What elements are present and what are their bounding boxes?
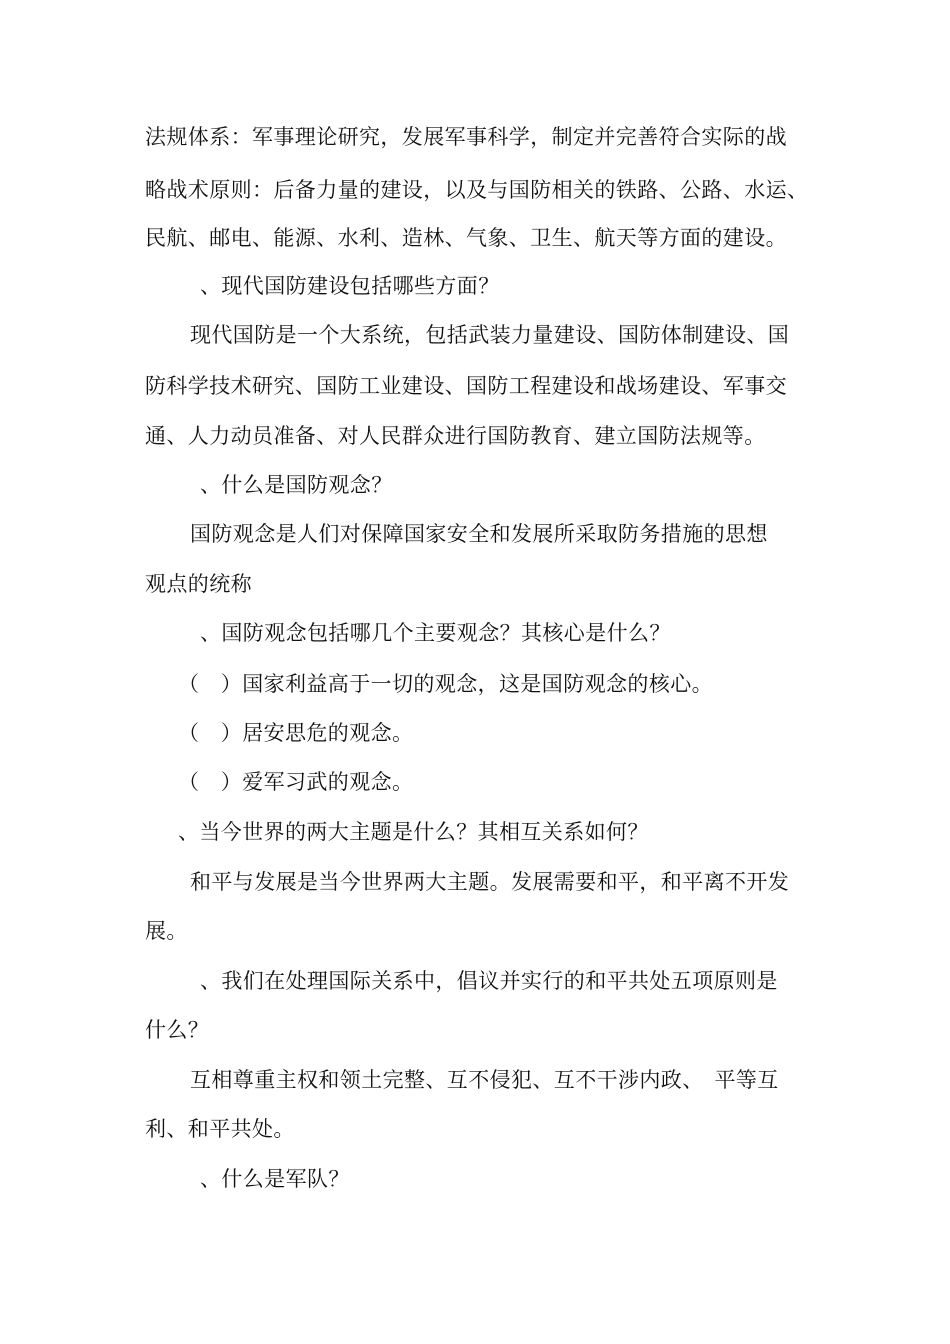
text-line: 和平与发展是当今世界两大主题。发展需要和平，和平离不开发	[190, 870, 790, 894]
text-line: 略战术原则：后备力量的建设，以及与国防相关的铁路、公路、水运、	[145, 178, 809, 202]
question-heading: 、什么是国防观念？	[200, 473, 393, 497]
list-item: （ ）爱军习武的观念。	[178, 770, 414, 794]
text-line: 法规体系：军事理论研究，发展军事科学，制定并完善符合实际的战	[145, 125, 787, 149]
text-line: 民航、邮电、能源、水利、造林、气象、卫生、航天等方面的建设。	[145, 226, 787, 250]
question-heading: 、当今世界的两大主题是什么？其相互关系如何？	[178, 820, 649, 844]
text-line: 通、人力动员准备、对人民群众进行国防教育、建立国防法规等。	[145, 424, 766, 448]
text-line: 观点的统称	[145, 572, 252, 596]
question-heading: 、现代国防建设包括哪些方面？	[200, 274, 500, 298]
question-heading: 、国防观念包括哪几个主要观念？其核心是什么？	[200, 621, 671, 645]
text-line: 什么？	[145, 1018, 210, 1042]
text-line: 展。	[145, 919, 188, 943]
question-heading: 、什么是军队？	[200, 1167, 350, 1191]
list-item: （ ）居安思危的观念。	[178, 721, 414, 745]
list-item: （ ）国家利益高于一切的观念，这是国防观念的核心。	[178, 672, 713, 696]
text-line: 现代国防是一个大系统，包括武装力量建设、国防体制建设、国	[190, 323, 790, 347]
text-line: 互相尊重主权和领土完整、互不侵犯、互不干涉内政、 平等互	[190, 1068, 779, 1092]
question-heading: 、我们在处理国际关系中，倡议并实行的和平共处五项原则是	[200, 969, 778, 993]
text-line: 防科学技术研究、国防工业建设、国防工程建设和战场建设、军事交	[145, 374, 787, 398]
text-line: 利、和平共处。	[145, 1117, 295, 1141]
text-line: 国防观念是人们对保障国家安全和发展所采取防务措施的思想	[190, 522, 768, 546]
